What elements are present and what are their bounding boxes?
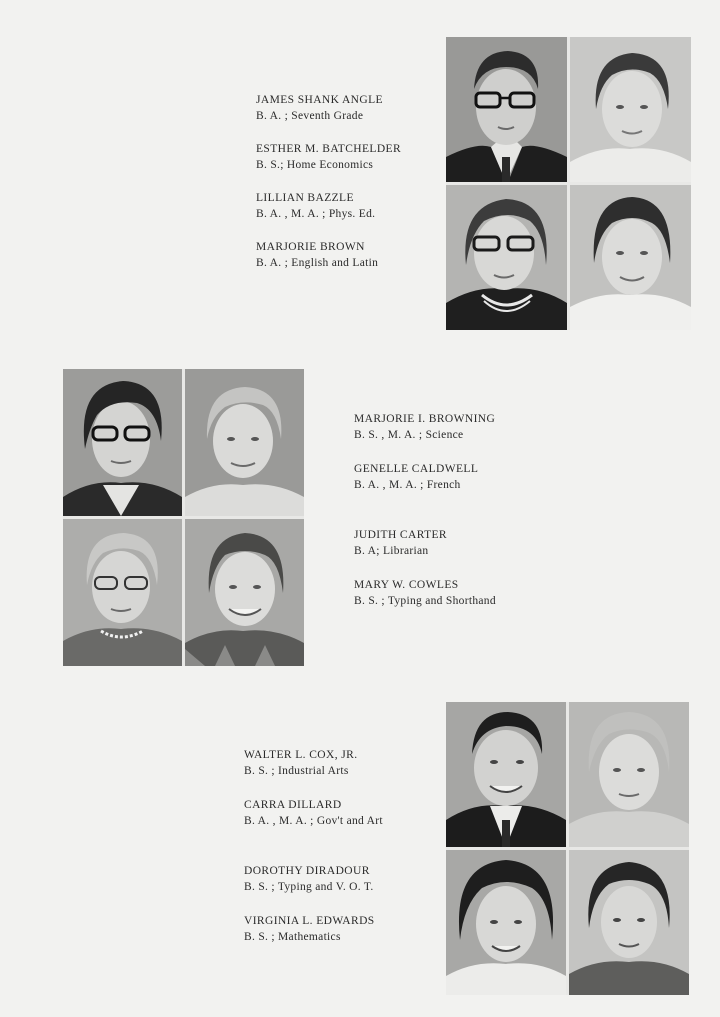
faculty-degree: B. S. ; Industrial Arts	[244, 765, 349, 777]
faculty-name: MARY W. COWLES	[354, 579, 459, 591]
portrait-photo	[63, 519, 182, 666]
faculty-degree: B. A; Librarian	[354, 545, 429, 557]
portrait-photo	[446, 37, 567, 182]
faculty-entry	[256, 240, 401, 289]
portrait-photo	[446, 185, 567, 330]
photo-grid-top	[446, 37, 691, 330]
portrait-photo	[569, 702, 689, 847]
faculty-entry	[354, 528, 496, 578]
faculty-degree: B. A. , M. A. ; French	[354, 479, 461, 491]
faculty-entry	[244, 798, 383, 864]
faculty-name: MARJORIE I. BROWNING	[354, 413, 496, 425]
faculty-entry	[354, 412, 496, 462]
faculty-entry	[244, 748, 383, 798]
portrait-photo	[185, 519, 304, 666]
faculty-degree: B. A. ; English and Latin	[256, 257, 379, 269]
portrait-photo	[63, 369, 182, 516]
faculty-name: JAMES SHANK ANGLE	[256, 94, 383, 106]
faculty-entry	[256, 191, 401, 240]
faculty-degree: B. S.; Home Economics	[256, 159, 374, 171]
faculty-name: CARRA DILLARD	[244, 799, 342, 811]
faculty-name: MARJORIE BROWN	[256, 241, 365, 253]
portrait-photo	[185, 369, 304, 516]
photo-grid-middle	[63, 369, 304, 666]
faculty-degree: B. S. ; Mathematics	[244, 931, 341, 943]
faculty-degree: B. S. , M. A. ; Science	[354, 429, 464, 441]
faculty-name: DOROTHY DIRADOUR	[244, 865, 370, 877]
faculty-entry	[354, 462, 496, 528]
faculty-name: ESTHER M. BATCHELDER	[256, 143, 402, 155]
faculty-list-top	[256, 93, 401, 289]
faculty-entry	[244, 864, 383, 914]
faculty-entry	[256, 93, 401, 142]
portrait-photo	[446, 702, 566, 847]
faculty-name: LILLIAN BAZZLE	[256, 192, 354, 204]
faculty-name: GENELLE CALDWELL	[354, 463, 479, 475]
faculty-entry	[354, 578, 496, 628]
faculty-name: JUDITH CARTER	[354, 529, 447, 541]
faculty-degree: B. S. ; Typing and V. O. T.	[244, 881, 374, 893]
portrait-photo	[570, 37, 691, 182]
faculty-entry	[256, 142, 401, 191]
faculty-degree: B. S. ; Typing and Shorthand	[354, 595, 496, 607]
faculty-degree: B. A. , M. A. ; Phys. Ed.	[256, 208, 376, 220]
faculty-name: VIRGINIA L. EDWARDS	[244, 915, 375, 927]
portrait-photo	[569, 850, 689, 995]
portrait-photo	[570, 185, 691, 330]
photo-grid-bottom	[446, 702, 689, 995]
faculty-list-bottom	[244, 748, 383, 964]
portrait-photo	[446, 850, 566, 995]
faculty-name: WALTER L. COX, JR.	[244, 749, 358, 761]
faculty-entry	[244, 914, 383, 964]
faculty-degree: B. A. , M. A. ; Gov't and Art	[244, 815, 383, 827]
faculty-degree: B. A. ; Seventh Grade	[256, 110, 364, 122]
faculty-list-middle	[354, 412, 496, 628]
